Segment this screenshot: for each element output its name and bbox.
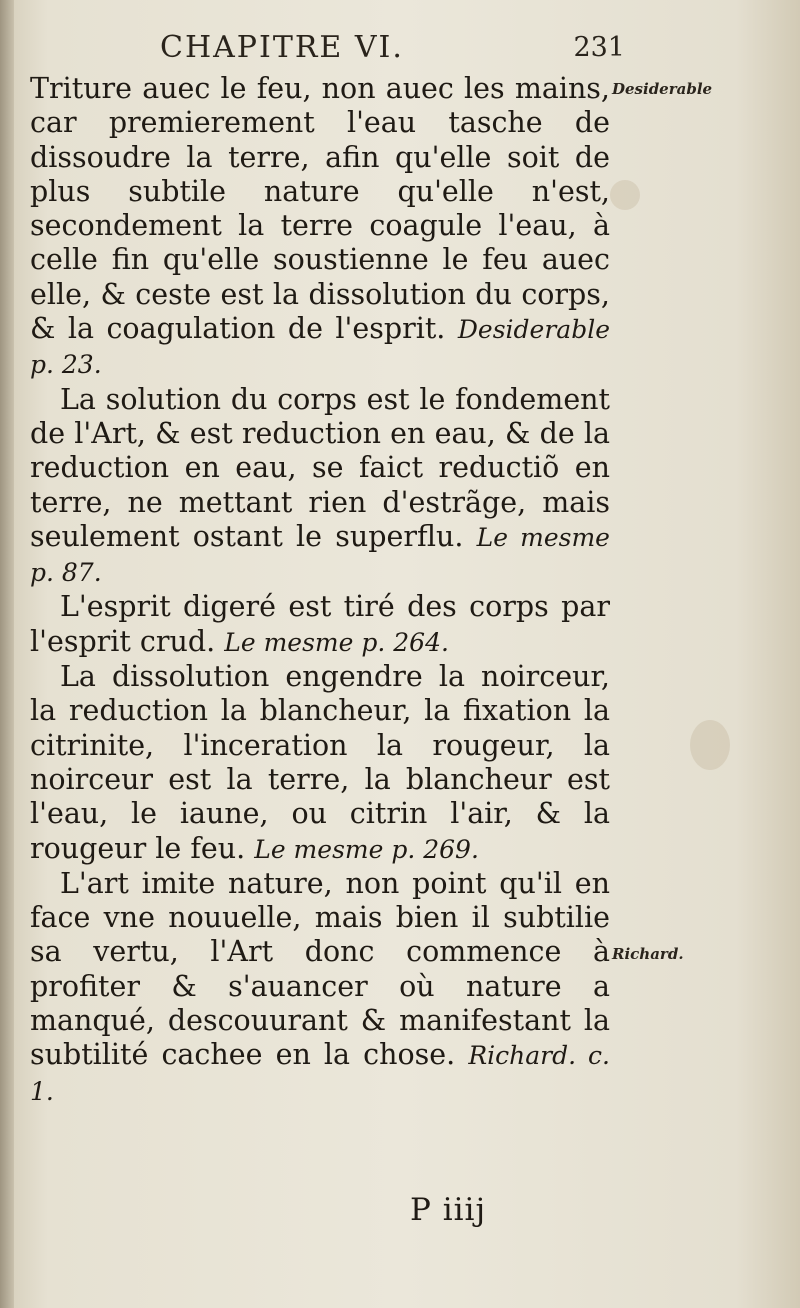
paragraph	[30, 660, 610, 867]
paper-stain	[690, 720, 730, 770]
paragraph-text: La solution du corps est le fondement de l'Art, & est reduction en eau, & de la reduction en eau, se faict reductiõ en terre, ne mettant rien d'estrãge, mais seulement ostant le superflu.	[30, 382, 610, 553]
source-reference: Richard. c. 1.	[30, 1041, 610, 1106]
running-header	[160, 30, 625, 74]
page-spine-edge	[0, 0, 14, 1308]
paragraph-text: L'art imite nature, non point qu'il en face vne nouuelle, mais bien il subtilie sa vertu, l'Art donc commence à profiter & s'auancer où nature a manqué, descouurant & manifestant la subtilité cachee en la chose.	[30, 866, 610, 1072]
source-reference: Le mesme p. 87.	[30, 522, 610, 588]
paragraph	[30, 590, 610, 660]
page-body	[30, 72, 610, 1109]
paragraph-text: Triture auec le feu, non auec les mains, car premierement l'eau tasche de dissoudre la terre, afin qu'elle soit de plus subtile nature qu'elle n'est, secondement la terre coagule l'eau, à celle fin qu'elle soustienne le feu auec elle, & ceste est la dissolution du corps, & la coagulation de l'esprit.	[30, 72, 610, 346]
paragraph	[30, 383, 610, 591]
paragraph-text: L'esprit digeré est tiré des corps par l'esprit crud.	[30, 590, 610, 658]
source-reference: Le mesme p. 269.	[254, 834, 479, 864]
paragraph	[30, 867, 610, 1109]
margin-note-richard: Richard.	[612, 945, 684, 963]
paragraph	[30, 72, 610, 383]
page-number: 231	[573, 32, 625, 63]
source-reference: Le mesme p. 264.	[224, 627, 449, 657]
signature-mark: P iiij	[410, 1192, 487, 1228]
source-reference: Desiderable p. 23.	[30, 315, 610, 380]
running-title: CHAPITRE VI.	[160, 30, 404, 65]
paper-stain	[610, 180, 640, 210]
paragraph-text: La dissolution engendre la noirceur, la reduction la blancheur, la fixation la citrinite, l'inceration la rougeur, la noirceur est la terre, la blancheur est l'eau, le iaune, ou citrin l'air, & la rougeur le feu.	[30, 660, 610, 865]
margin-note-desiderable: Desiderable	[612, 80, 713, 98]
